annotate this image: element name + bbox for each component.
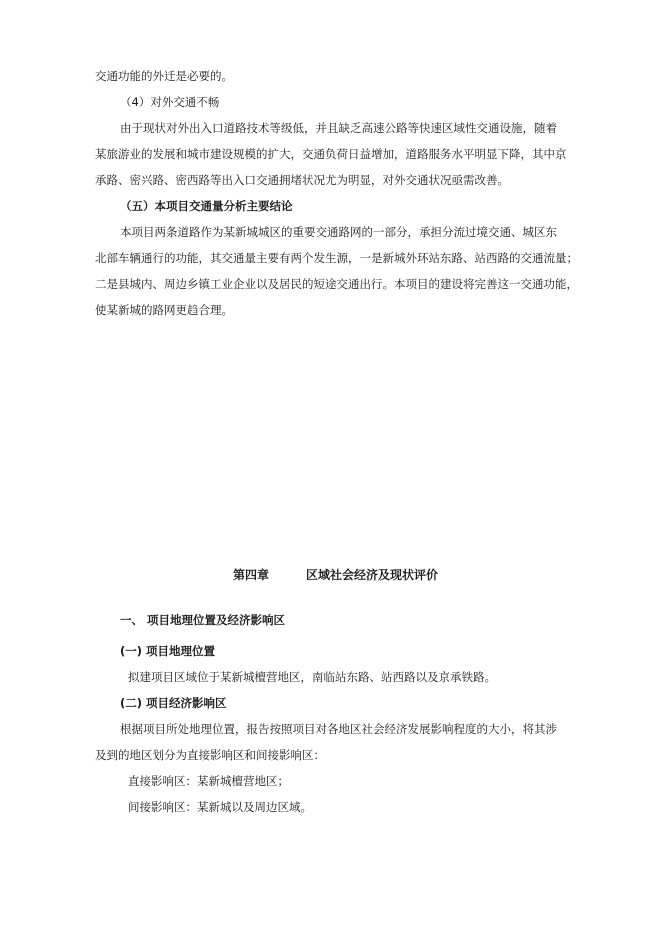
subsection-heading: (二) 项目经济影响区 — [120, 696, 227, 710]
paragraph-line: 使某新城的路网更趋合理。 — [95, 303, 233, 317]
list-item: 间接影响区：某新城以及周边区域。 — [128, 800, 312, 814]
paragraph-line: 拟建项目区域位于某新城檀营地区，南临站东路、站西路以及京承铁路。 — [128, 670, 496, 684]
chapter-number: 第四章 — [233, 568, 270, 582]
paragraph-line: 交通功能的外迁是必要的。 — [95, 69, 233, 83]
paragraph-line: 及到的地区划分为直接影响区和间接影响区： — [95, 748, 325, 762]
paragraph-line: 由于现状对外出入口道路技术等级低，并且缺乏高速公路等快速区域性交通设施，随着 — [120, 121, 557, 135]
paragraph-line: 某旅游业的发展和城市建设规模的扩大，交通负荷日益增加，道路服务水平明显下降，其中京 — [95, 147, 567, 161]
paragraph-line: 本项目两条道路作为某新城城区的重要交通路网的一部分，承担分流过境交通、城区东 — [120, 225, 557, 239]
subsection-heading: （4）对外交通不畅 — [120, 95, 220, 109]
subsection-heading: (一) 项目地理位置 — [120, 644, 216, 658]
paragraph-line: 北部车辆通行的功能，其交通量主要有两个发生源，一是新城外环站东路、站西路的交通流量； — [95, 251, 578, 265]
paragraph-line: 二是县城内、周边乡镇工业企业以及居民的短途交通出行。本项目的建设将完善这一交通功能， — [95, 277, 578, 291]
list-item: 直接影响区：某新城檀营地区； — [128, 774, 289, 788]
paragraph-line: 承路、密兴路、密西路等出入口交通拥堵状况尤为明显，对外交通状况亟需改善。 — [95, 173, 509, 187]
section-heading: 一、 项目地理位置及经济影响区 — [120, 613, 286, 627]
conclusion-heading: （五）本项目交通量分析主要结论 — [120, 199, 293, 213]
paragraph-line: 根据项目所处地理位置，报告按照项目对各地区社会经济发展影响程度的大小，将其涉 — [120, 722, 557, 736]
chapter-title: 区域社会经济及现状评价 — [306, 568, 439, 582]
